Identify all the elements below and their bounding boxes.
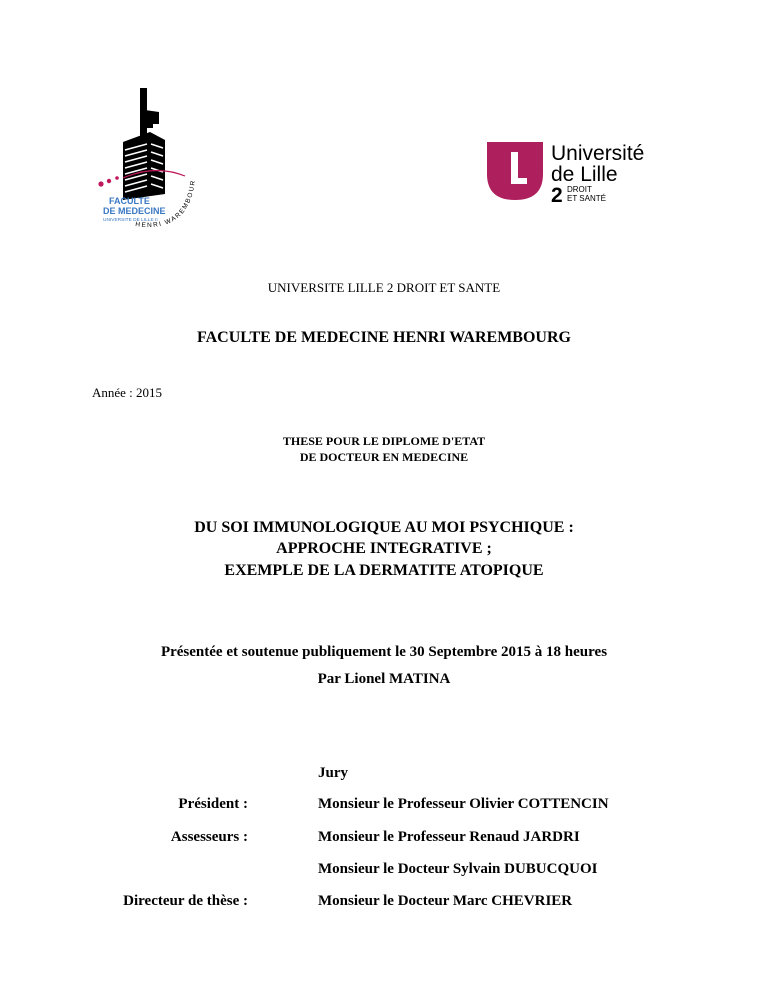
president-label: Président :: [178, 796, 248, 812]
assessor-1-name: Monsieur le Professeur Renaud JARDRI: [318, 829, 580, 845]
author-line: Par Lionel MATINA: [317, 671, 451, 687]
univ-number: 2: [551, 184, 563, 203]
thesis-title-line2: APPROCHE INTEGRATIVE ;: [276, 540, 492, 557]
president-name: Monsieur le Professeur Olivier COTTENCIN: [318, 796, 609, 812]
thesis-title-line1: DU SOI IMMUNOLOGIQUE AU MOI PSYCHIQUE :: [194, 519, 574, 536]
thesis-type-line2: DE DOCTEUR EN MEDECINE: [299, 450, 469, 464]
univ-line1: Université: [551, 142, 645, 165]
jury-heading: Jury: [318, 765, 348, 781]
thesis-year: Année : 2015: [92, 385, 163, 400]
univ-sub1: DROIT: [567, 185, 592, 194]
university-name: UNIVERSITE LILLE 2 DROIT ET SANTE: [267, 280, 501, 295]
assessors-label: Assesseurs :: [170, 829, 248, 845]
univ-sub2: ET SANTÉ: [567, 194, 606, 203]
univ-line2: de Lille: [551, 163, 618, 186]
presentation-line: Présentée et soutenue publiquement le 30 Septembre 2015 à 18 heures: [160, 644, 608, 660]
faculty-arc-text: HENRI WAREMBOUR: [134, 178, 197, 230]
faculty-tower-logo-icon: [95, 84, 220, 244]
thesis-type-line1: THESE POUR LE DIPLOME D'ETAT: [282, 434, 486, 448]
faculty-line1: FACULTE: [109, 196, 150, 206]
assessor-2-name: Monsieur le Docteur Sylvain DUBUCQUOI: [318, 861, 598, 877]
director-label: Directeur de thèse :: [123, 893, 248, 909]
universite-de-lille-logo-icon: [487, 138, 667, 203]
faculty-line2: DE MEDECINE: [103, 206, 166, 216]
faculty-line3: UNIVERSITE DE LILLE II: [103, 218, 158, 223]
thesis-title-line3: EXEMPLE DE LA DERMATITE ATOPIQUE: [224, 562, 544, 579]
faculty-name: FACULTE DE MEDECINE HENRI WAREMBOURG: [197, 329, 571, 346]
director-name: Monsieur le Docteur Marc CHEVRIER: [318, 893, 573, 909]
